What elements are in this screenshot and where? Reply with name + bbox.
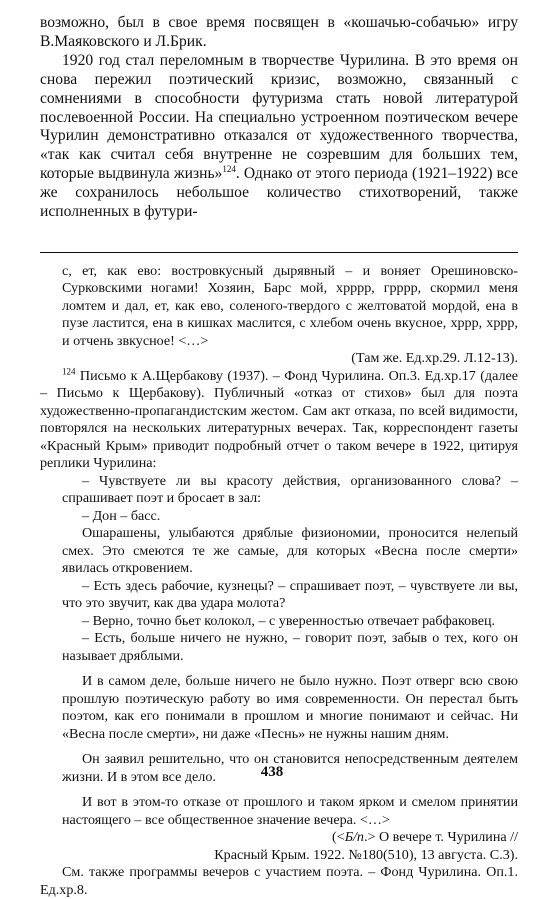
quote-source-title: .> О вечере т. Чурилина //: [363, 829, 518, 846]
quote-line-2: – Дон – басс.: [82, 507, 161, 524]
paragraph-2-part-b: . Однако от этого периода (1921–1922) все же сохранилось небольшое количество стихотворений, также исполненных в футури-: [40, 165, 518, 221]
paragraph-2-part-a: 1920 год стал переломным в творчестве Чурилина. В это время он снова пережил поэтический кризис, возможно, связанный с сомнениями в способности футуризма стать новой литературой послевоенной России. На специально устроенном поэтическом вечере Чурилин демонстративно отказался от художественного творчества, «так как считал себя внутренне не созревшим для больших тем, которые выдвинула жизнь»: [40, 51, 518, 183]
footnote-124-text: Письмо к А.Щербакову (1937). – Фонд Чурилина. Оп.3. Ед.хр.17 (далее – Письмо к Щербакову). Публичный «отказ от стихов» был для поэта художественно-пропагандистским жестом. Сам акт отказа, по всей видимости, повторялся на нескольких литературных вечерах. Так, корреспондент газеты «Красный Крым» приводит подробный отчет о таком вечере в 1922, цитируя реплики Чурилина:: [40, 367, 518, 472]
footnotes: [40, 263, 518, 899]
quote-source-open: (<: [332, 829, 345, 846]
see-also-note: См. также программы вечеров с участием поэта. – Фонд Чурилина. Оп.1. Ед.хр.8.: [40, 864, 518, 898]
paragraph-2: [40, 52, 518, 222]
quote-source-author: Б/п: [344, 829, 364, 846]
footnote-124: [40, 368, 518, 473]
quote-line-3: Ошарашены, улыбаются дряблые физиономии, проносится нелепый смех. Это смеются те же самые, для которых «Весна после смерти» явилась откровением.: [62, 525, 518, 577]
quote-line-1: – Чувствуете ли вы красоту действия, организованного слова? – спрашивает поэт и бросает в зал:: [62, 472, 518, 507]
footnote-ref-124[interactable]: 124: [222, 164, 236, 175]
continued-quote-text: с, ет, как ево: востровкусный дырявный – и воняет Орешиновско-Сурковскими ногами! Хозяин, Барс мой, хрррр, грррр, скормил меня ломтем и дал, ет, как ево, соленого-твердого с желтоватой мордой, ена в пузе ластится, ена в кишках маслится, с хлебом очень вкусное, хррр, хррр, и отчень звкусное! <…>: [62, 262, 518, 349]
quote-line-5: – Верно, точно бьет колокол, – с уверенностью отвечает рабфаковец.: [82, 612, 496, 629]
quote-line-6: – Есть, больше ничего не нужно, – говорит поэт, забыв о тех, кого он называет дряблыми.: [62, 630, 518, 664]
continued-quote-source: (Там же. Ед.хр.29. Л.12-13).: [351, 350, 518, 367]
quote-line-7: И в самом деле, больше ничего не было нужно. Поэт отверг всю свою прошлую поэтическую работу во имя современности. Он перестал быть поэтом, как его понимали в прошлом и многие понимают и сейчас. Ни «Весна после смерти», ни даже «Песнь» не нужны нашим дням.: [62, 673, 518, 742]
footnote-number-124: 124: [62, 366, 76, 377]
newspaper-quote: [62, 473, 518, 865]
quote-line-8: Он заявил решительно, что он становится непосредственным деятелем жизни. И в этом все дело.: [62, 751, 518, 785]
quote-source-line-1: [62, 829, 518, 847]
paragraph-1: возможно, был в свое время посвящен в «кошачью-собачью» игру В.Маяковского и Л.Брик.: [40, 14, 518, 50]
quote-source-line-2: Красный Крым. 1922. №180(510), 13 августа. С.3).: [214, 846, 518, 863]
continued-quote: [62, 263, 518, 368]
page-number: 438: [260, 764, 284, 780]
main-text: [40, 14, 518, 222]
quote-line-4: – Есть здесь рабочие, кузнецы? – спрашивает поэт, – чувствуете ли вы, что это звучит, как два удара молота?: [62, 577, 518, 612]
quote-line-9: И вот в этом-то отказе от прошлого и таком ярком и смелом принятии настоящего – все общественное значение вечера. <…>: [62, 794, 518, 828]
footnote-divider: [40, 252, 518, 253]
